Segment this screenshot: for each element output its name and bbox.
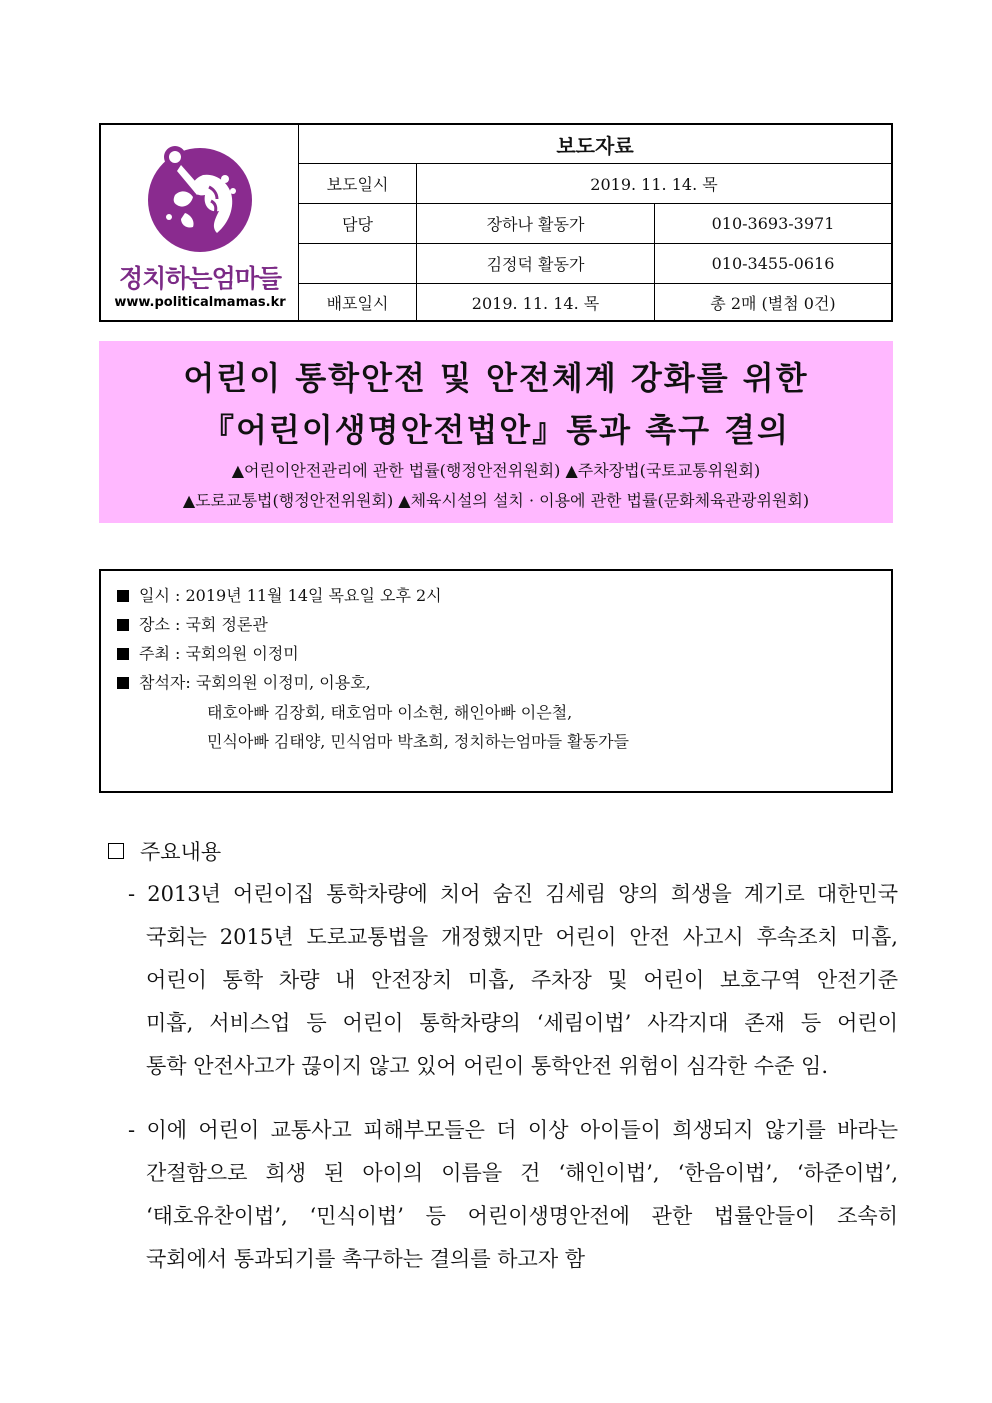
distribution-date: 2019. 11. 14. 목 <box>417 284 655 320</box>
section-heading <box>108 836 221 866</box>
release-date-value: 2019. 11. 14. 목 <box>590 175 718 194</box>
release-date-row <box>299 164 891 204</box>
attendees-text-2: 태호아빠 김장회, 태호엄마 이소현, 해인아빠 이은철, <box>207 703 573 722</box>
contact-name-1: 장하나 활동가 <box>417 204 655 243</box>
paragraph-line: 간절함으로 희생 된 아이의 이름을 건 ‘해인이법’, ‘한음이법’, ‘하준이법’, <box>146 1161 898 1185</box>
event-attendees <box>117 670 371 693</box>
related-bills-line-1: ▲어린이안전관리에 관한 법률(행정안전위원회) ▲주차장법(국토교통위원회) <box>231 461 761 480</box>
paragraph-line: ‘태호유찬이법’, ‘민식이법’ 등 어린이생명안전에 관한 법률안들이 조속히 <box>146 1204 898 1228</box>
press-info-grid <box>299 125 891 320</box>
event-date <box>117 583 442 606</box>
page-count: 총 2매 (별첨 0건) <box>710 293 836 313</box>
paragraph-line: - 이에 어린이 교통사고 피해부모들은 더 이상 아이들이 희생되지 않기를 바라는 <box>128 1118 898 1142</box>
paragraph-line: 어린이 통학 차량 내 안전장치 미흡, 주차장 및 어린이 보호구역 안전기준 <box>146 968 898 992</box>
distribution-label: 배포일시 <box>299 284 417 320</box>
bullet-square-icon <box>117 619 129 631</box>
paragraph-line: 국회는 2015년 도로교통법을 개정했지만 어린이 안전 사고시 후속조치 미흡, <box>146 925 898 949</box>
logo-url[interactable]: www.politicalmamas.kr <box>114 295 286 310</box>
press-release-title: 보도자료 <box>556 133 634 158</box>
paragraph-line: 국회에서 통과되기를 촉구하는 결의를 하고자 함 <box>146 1247 586 1271</box>
event-info-box <box>99 569 893 793</box>
headline-banner <box>99 341 893 523</box>
bullet-square-icon <box>117 590 129 602</box>
headline-line-2: 『어린이생명안전법안』통과 촉구 결의 <box>202 411 790 449</box>
event-place-text: 장소 : 국회 정론관 <box>139 615 268 634</box>
headline-line-1: 어린이 통학안전 및 안전체계 강화를 위한 <box>183 359 809 397</box>
event-date-text: 일시 : 2019년 11월 14일 목요일 오후 2시 <box>139 586 442 605</box>
related-bills-line-2: ▲도로교통법(행정안전위원회) ▲체육시설의 설치 · 이용에 관한 법률(문화체육관광위원회) <box>182 491 810 510</box>
paragraph-line: 통학 안전사고가 끊이지 않고 있어 어린이 통학안전 위험이 심각한 수준 임. <box>146 1054 829 1078</box>
organization-logo-icon <box>145 135 255 255</box>
event-host-text: 주최 : 국회의원 이정미 <box>139 644 299 663</box>
contact-phone-1: 010-3693-3971 <box>711 214 835 233</box>
logo-name: 정치하는엄마들 <box>118 264 282 293</box>
logo-block <box>101 125 299 320</box>
contact-label: 담당 <box>299 204 417 243</box>
attendees-text-3: 민식아빠 김태양, 민식엄마 박초희, 정치하는엄마들 활동가들 <box>207 732 630 751</box>
distribution-row <box>299 284 891 320</box>
release-date-label: 보도일시 <box>299 164 417 203</box>
section-heading-text: 주요내용 <box>140 840 222 864</box>
paragraph-line: - 2013년 어린이집 통학차량에 치어 숨진 김세림 양의 희생을 계기로 대한민국 <box>128 882 898 906</box>
bullet-square-icon <box>117 648 129 660</box>
paragraph-line: 미흡, 서비스업 등 어린이 통학차량의 ‘세림이법’ 사각지대 존재 등 어린이 <box>146 1011 898 1035</box>
contact-row-2 <box>299 244 891 284</box>
contact-phone-2: 010-3455-0616 <box>711 254 835 273</box>
attendees-text-1: 참석자: 국회의원 이정미, 이용호, <box>139 673 371 692</box>
event-place <box>117 612 268 635</box>
bullet-square-icon <box>117 677 129 689</box>
press-release-header <box>99 123 893 322</box>
contact-label-empty <box>299 244 417 283</box>
event-host <box>117 641 299 664</box>
contact-name-2: 김정덕 활동가 <box>417 244 655 283</box>
title-row <box>299 125 891 164</box>
checkbox-square-icon <box>108 843 124 859</box>
contact-row-1 <box>299 204 891 244</box>
